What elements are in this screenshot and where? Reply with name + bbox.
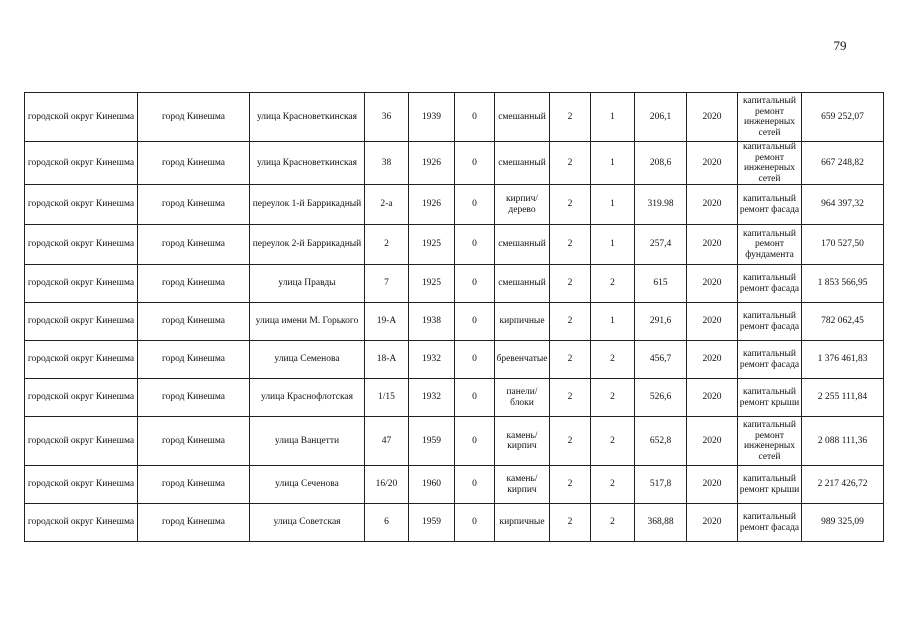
cell-floors: 2 [550, 142, 591, 185]
cell-municipality: городской округ Кинешма [25, 341, 138, 379]
cell-cost: 667 248,82 [802, 142, 884, 185]
cell-street: улица Семенова [250, 341, 365, 379]
cell-house-number: 2 [365, 225, 409, 265]
cell-cost: 1 853 566,95 [802, 265, 884, 303]
cell-house-number: 16/20 [365, 466, 409, 504]
cell-municipality: городской округ Кинешма [25, 303, 138, 341]
cell-street: переулок 1-й Баррикадный [250, 185, 365, 225]
table-row [25, 303, 884, 341]
cell-city: город Кинешма [138, 303, 250, 341]
cell-year-built: 1939 [409, 93, 455, 142]
cell-floors: 2 [550, 504, 591, 542]
cell-wall-material: панели/блоки [495, 379, 550, 417]
cell-floors: 2 [550, 417, 591, 466]
cell-floors: 2 [550, 225, 591, 265]
cell-entrances: 1 [591, 225, 635, 265]
cell-repair-year: 2020 [687, 142, 738, 185]
cell-wall-material: смешанный [495, 142, 550, 185]
cell-cost: 2 255 111,84 [802, 379, 884, 417]
cell-year-built: 1925 [409, 225, 455, 265]
cell-cost: 782 062,45 [802, 303, 884, 341]
cell-col-zero: 0 [455, 341, 495, 379]
cell-wall-material: смешанный [495, 265, 550, 303]
cell-city: город Кинешма [138, 341, 250, 379]
cell-wall-material: бревенчатые [495, 341, 550, 379]
cell-city: город Кинешма [138, 466, 250, 504]
cell-repair-type: капитальный ремонт фасада [738, 504, 802, 542]
cell-street: улица Ванцетти [250, 417, 365, 466]
cell-floors: 2 [550, 93, 591, 142]
cell-repair-year: 2020 [687, 379, 738, 417]
cell-street: улица Советская [250, 504, 365, 542]
cell-floors: 2 [550, 379, 591, 417]
cell-municipality: городской округ Кинешма [25, 93, 138, 142]
cell-area: 526,6 [635, 379, 687, 417]
cell-entrances: 2 [591, 504, 635, 542]
cell-entrances: 1 [591, 142, 635, 185]
cell-year-built: 1926 [409, 142, 455, 185]
cell-street: улица Красноветкинская [250, 93, 365, 142]
cell-cost: 2 217 426,72 [802, 466, 884, 504]
cell-repair-year: 2020 [687, 504, 738, 542]
cell-col-zero: 0 [455, 466, 495, 504]
cell-year-built: 1932 [409, 379, 455, 417]
cell-repair-type: капитальный ремонт фундамента [738, 225, 802, 265]
cell-repair-year: 2020 [687, 341, 738, 379]
table-row [25, 504, 884, 542]
cell-repair-type: капитальный ремонт фасада [738, 185, 802, 225]
cell-year-built: 1926 [409, 185, 455, 225]
table-row [25, 341, 884, 379]
table-row [25, 417, 884, 466]
table-row [25, 466, 884, 504]
housing-repair-table [24, 92, 884, 542]
cell-col-zero: 0 [455, 142, 495, 185]
cell-house-number: 36 [365, 93, 409, 142]
cell-street: улица Правды [250, 265, 365, 303]
cell-cost: 964 397,32 [802, 185, 884, 225]
cell-entrances: 1 [591, 303, 635, 341]
cell-repair-year: 2020 [687, 466, 738, 504]
cell-area: 206,1 [635, 93, 687, 142]
cell-col-zero: 0 [455, 265, 495, 303]
cell-wall-material: камень/кирпич [495, 417, 550, 466]
cell-municipality: городской округ Кинешма [25, 504, 138, 542]
table-row [25, 225, 884, 265]
cell-repair-type: капитальный ремонт крыши [738, 379, 802, 417]
cell-municipality: городской округ Кинешма [25, 379, 138, 417]
cell-floors: 2 [550, 341, 591, 379]
cell-area: 652,8 [635, 417, 687, 466]
cell-area: 615 [635, 265, 687, 303]
table-row [25, 265, 884, 303]
cell-house-number: 19-А [365, 303, 409, 341]
cell-area: 319.98 [635, 185, 687, 225]
cell-col-zero: 0 [455, 93, 495, 142]
cell-col-zero: 0 [455, 504, 495, 542]
cell-floors: 2 [550, 466, 591, 504]
page-number: 79 [833, 38, 847, 53]
cell-cost: 659 252,07 [802, 93, 884, 142]
cell-repair-type: капитальный ремонт фасада [738, 341, 802, 379]
cell-street: улица имени М. Горького [250, 303, 365, 341]
cell-city: город Кинешма [138, 185, 250, 225]
cell-street: переулок 2-й Баррикадный [250, 225, 365, 265]
cell-house-number: 38 [365, 142, 409, 185]
cell-floors: 2 [550, 303, 591, 341]
cell-year-built: 1932 [409, 341, 455, 379]
cell-house-number: 6 [365, 504, 409, 542]
cell-entrances: 2 [591, 417, 635, 466]
table-row [25, 93, 884, 142]
cell-repair-type: капитальный ремонт крыши [738, 466, 802, 504]
cell-entrances: 2 [591, 265, 635, 303]
cell-repair-year: 2020 [687, 225, 738, 265]
cell-area: 456,7 [635, 341, 687, 379]
cell-cost: 1 376 461,83 [802, 341, 884, 379]
cell-house-number: 2-а [365, 185, 409, 225]
cell-area: 517,8 [635, 466, 687, 504]
cell-cost: 989 325,09 [802, 504, 884, 542]
cell-wall-material: смешанный [495, 225, 550, 265]
cell-city: город Кинешма [138, 379, 250, 417]
cell-repair-year: 2020 [687, 185, 738, 225]
cell-year-built: 1960 [409, 466, 455, 504]
cell-repair-type: капитальный ремонт инженерных сетей [738, 417, 802, 466]
cell-area: 208,6 [635, 142, 687, 185]
cell-col-zero: 0 [455, 225, 495, 265]
cell-municipality: городской округ Кинешма [25, 142, 138, 185]
cell-house-number: 47 [365, 417, 409, 466]
table-row [25, 379, 884, 417]
cell-year-built: 1925 [409, 265, 455, 303]
cell-wall-material: смешанный [495, 93, 550, 142]
cell-wall-material: кирпич/дерево [495, 185, 550, 225]
cell-col-zero: 0 [455, 303, 495, 341]
cell-street: улица Сеченова [250, 466, 365, 504]
cell-col-zero: 0 [455, 379, 495, 417]
cell-house-number: 7 [365, 265, 409, 303]
cell-wall-material: кирпичные [495, 303, 550, 341]
cell-street: улица Краснофлотская [250, 379, 365, 417]
cell-entrances: 2 [591, 341, 635, 379]
cell-entrances: 2 [591, 466, 635, 504]
table-row [25, 185, 884, 225]
cell-city: город Кинешма [138, 93, 250, 142]
cell-floors: 2 [550, 265, 591, 303]
cell-city: город Кинешма [138, 417, 250, 466]
cell-area: 291,6 [635, 303, 687, 341]
cell-year-built: 1938 [409, 303, 455, 341]
cell-year-built: 1959 [409, 504, 455, 542]
cell-repair-type: капитальный ремонт фасада [738, 265, 802, 303]
cell-cost: 2 088 111,36 [802, 417, 884, 466]
table-row [25, 142, 884, 185]
cell-city: город Кинешма [138, 142, 250, 185]
cell-city: город Кинешма [138, 265, 250, 303]
table-body [25, 93, 884, 542]
cell-municipality: городской округ Кинешма [25, 417, 138, 466]
cell-area: 368,88 [635, 504, 687, 542]
cell-repair-year: 2020 [687, 93, 738, 142]
cell-entrances: 2 [591, 379, 635, 417]
cell-col-zero: 0 [455, 417, 495, 466]
cell-street: улица Красноветкинская [250, 142, 365, 185]
cell-municipality: городской округ Кинешма [25, 466, 138, 504]
cell-year-built: 1959 [409, 417, 455, 466]
cell-house-number: 18-А [365, 341, 409, 379]
cell-repair-year: 2020 [687, 417, 738, 466]
cell-wall-material: кирпичные [495, 504, 550, 542]
cell-repair-year: 2020 [687, 303, 738, 341]
cell-floors: 2 [550, 185, 591, 225]
cell-municipality: городской округ Кинешма [25, 265, 138, 303]
cell-city: город Кинешма [138, 504, 250, 542]
cell-repair-type: капитальный ремонт фасада [738, 303, 802, 341]
cell-area: 257,4 [635, 225, 687, 265]
cell-city: город Кинешма [138, 225, 250, 265]
cell-repair-type: капитальный ремонт инженерных сетей [738, 93, 802, 142]
cell-entrances: 1 [591, 185, 635, 225]
cell-repair-type: капитальный ремонт инженерных сетей [738, 142, 802, 185]
cell-wall-material: камень/кирпич [495, 466, 550, 504]
cell-cost: 170 527,50 [802, 225, 884, 265]
cell-municipality: городской округ Кинешма [25, 185, 138, 225]
cell-municipality: городской округ Кинешма [25, 225, 138, 265]
cell-house-number: 1/15 [365, 379, 409, 417]
cell-col-zero: 0 [455, 185, 495, 225]
cell-entrances: 1 [591, 93, 635, 142]
cell-repair-year: 2020 [687, 265, 738, 303]
